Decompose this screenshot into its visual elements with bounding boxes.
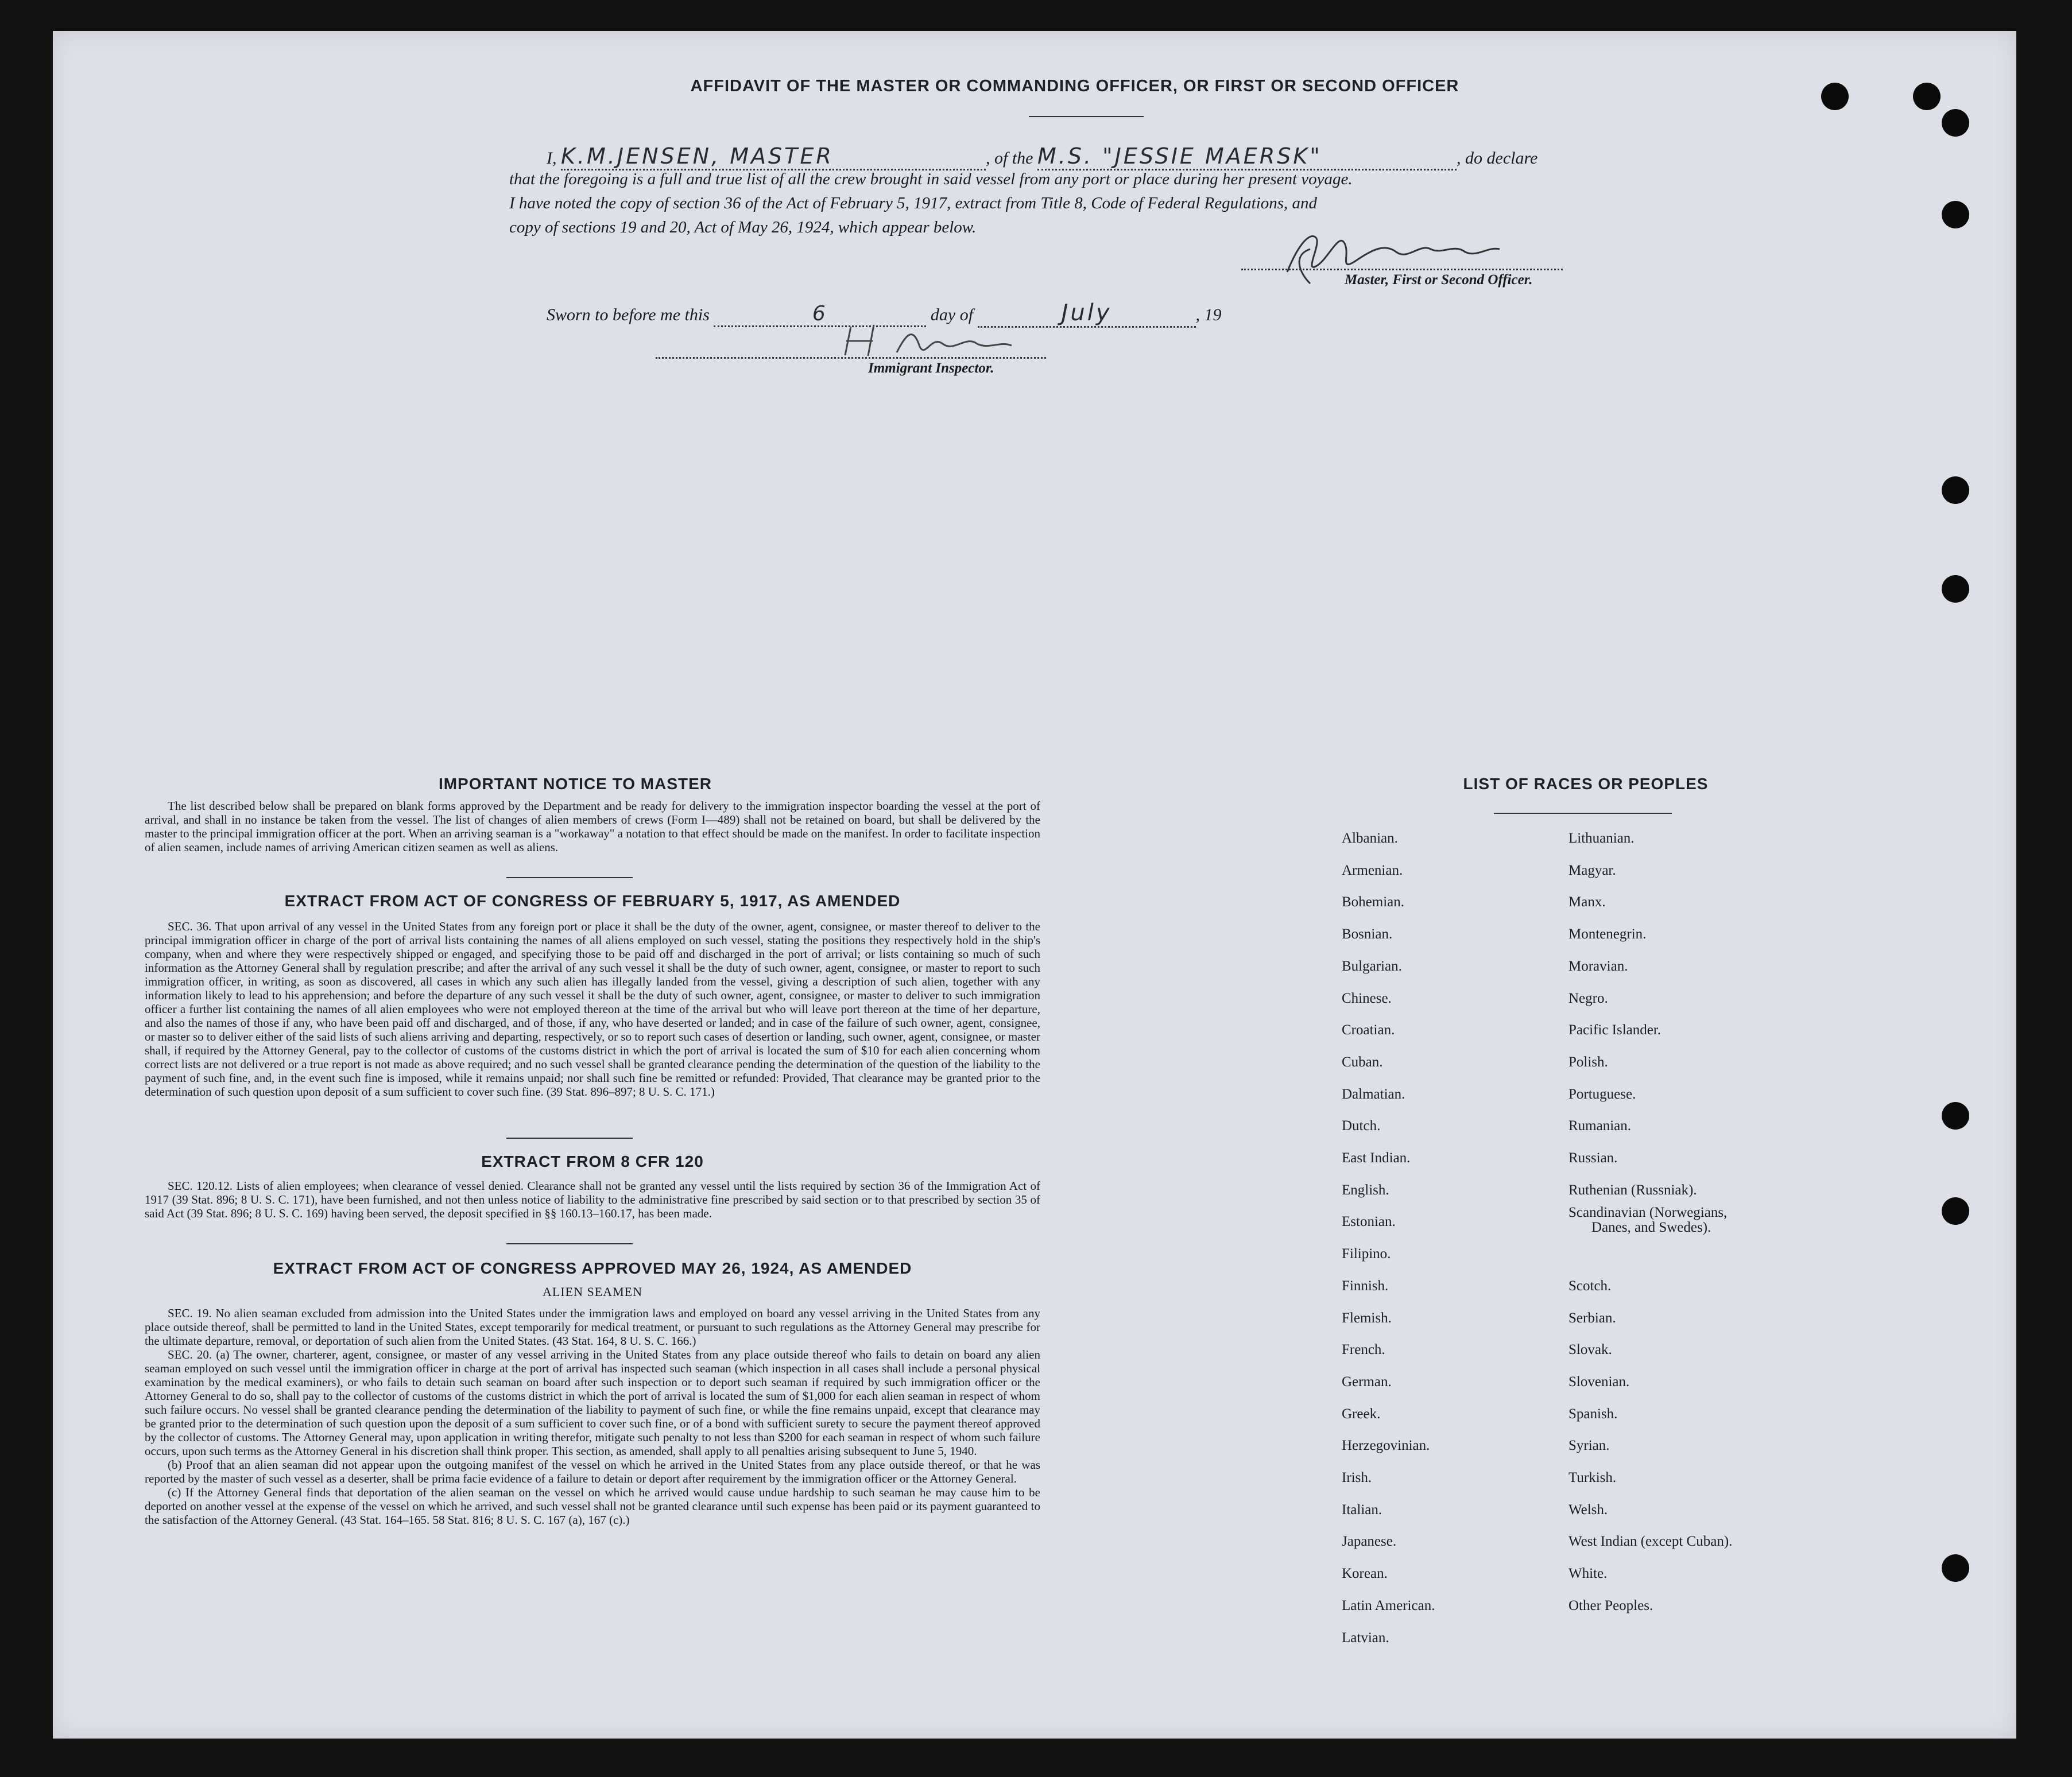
title-rule bbox=[1029, 116, 1144, 117]
sworn-day-handwritten: 6 bbox=[714, 302, 926, 327]
race-item: German. bbox=[1342, 1374, 1392, 1390]
race-item: Korean. bbox=[1342, 1566, 1388, 1582]
year-prefix: , 19 bbox=[1195, 305, 1222, 324]
extract-cfr-body: SEC. 120.12. Lists of alien employees; when clearance of vessel denied. Clearance shall not be granted any vessel until the lists required by section 36 of the Immigration Act of 1917 (39 Stat. 896; 8 U. S. C. 171), have been furnished, and not then unless notice of liability to the administrative fine prescribed by said section or to that prescribed by section 35 of said Act (39 Stat. 896; 8 U. S. C. 169) having been served, the deposit specified in §§ 160.13–160.17, has been made. bbox=[145, 1179, 1040, 1220]
do-declare-label: , do declare bbox=[1457, 149, 1538, 168]
extract-1924-title: EXTRACT FROM ACT OF CONGRESS APPROVED MAY 26, 1924, AS AMENDED bbox=[273, 1259, 912, 1277]
race-item: Chinese. bbox=[1342, 990, 1392, 1006]
punch-hole bbox=[1942, 1197, 1969, 1225]
race-item: East Indian. bbox=[1342, 1150, 1411, 1166]
sworn-month-handwritten: July bbox=[978, 300, 1196, 328]
punch-hole bbox=[1913, 83, 1941, 110]
affidavit-title: AFFIDAVIT OF THE MASTER OR COMMANDING OFFICER, OR FIRST OR SECOND OFFICER bbox=[690, 77, 1459, 95]
race-item: Negro. bbox=[1568, 990, 1608, 1006]
vessel-name-handwritten: M.S. "JESSIE MAERSK" bbox=[1037, 143, 1457, 170]
race-item: Other Peoples. bbox=[1568, 1597, 1653, 1613]
races-title-rule bbox=[1494, 813, 1672, 814]
notice-body: The list described below shall be prepared on blank forms approved by the Department and be ready for delivery to the immigration inspector boarding the vessel at the port of arrival, and shall in no instance be taken from the vessel. The list of changes of alien members of crews (Form I—489) shall not be retained on board, but shall be delivered by the master to the principal immigration officer at the port. When an arriving seaman is a "workaway" a notation to that effect should be made on the manifest. In order to facilitate inspection of alien seamen, include names of arriving American citizen seamen as well as aliens. bbox=[145, 799, 1040, 854]
divider bbox=[506, 1138, 633, 1139]
race-item: Estonian. bbox=[1342, 1214, 1396, 1230]
sec-20-a: SEC. 20. (a) The owner, charterer, agent, consignee, or master of any vessel arriving in the United States from any place outside thereof who fails to detain on board any alien seaman employed on such vessel until the immigration officer in charge at the port of arrival has inspected such seaman (which inspection in all cases shall include a personal physical examination by the medical examiners), or who fails to detain such seaman on board after such inspection or to deport such seaman if required by such immigration officer or the Attorney General to do so, shall pay to the collector of customs of the customs district in which the port of arrival is located the sum of $1,000 for each alien seaman in respect of whom such failure occurs. No vessel shall be granted clearance pending the determination of the liability to payment of such fine, or while the fine remains unpaid, except that clearance may be granted prior to the determination of such question upon the deposit of a sum sufficient to cover such fine, or of a bond with sufficient surety to secure the payment thereof approved by the collector of customs. The Attorney General may, upon application in writing therefor, mitigate such penalty to not less than $200 for each seaman in respect of whom such failure occurs, upon such terms as the Attorney General in his discretion shall think proper. This section, as amended, shall apply to all penalties arising subsequent to June 5, 1940. bbox=[145, 1348, 1040, 1458]
race-item: Spanish. bbox=[1568, 1406, 1618, 1422]
extract-1917-title: EXTRACT FROM ACT OF CONGRESS OF FEBRUARY 5, 1917, AS AMENDED bbox=[284, 892, 901, 910]
race-item: White. bbox=[1568, 1566, 1608, 1582]
race-item: Armenian. bbox=[1342, 862, 1403, 878]
race-item: Latvian. bbox=[1342, 1629, 1389, 1646]
document-sheet bbox=[53, 31, 2016, 1739]
race-item: Flemish. bbox=[1342, 1310, 1392, 1326]
race-item: Filipino. bbox=[1342, 1246, 1391, 1262]
divider bbox=[506, 1243, 633, 1244]
race-item: Herzegovinian. bbox=[1342, 1438, 1430, 1454]
extract-cfr-title: EXTRACT FROM 8 CFR 120 bbox=[481, 1153, 704, 1170]
race-item: Danes, and Swedes). bbox=[1591, 1220, 1711, 1236]
race-item: Russian. bbox=[1568, 1150, 1618, 1166]
race-item: Bohemian. bbox=[1342, 894, 1405, 910]
race-item: Slovenian. bbox=[1568, 1374, 1630, 1390]
sec-20-b: (b) Proof that an alien seaman did not appear upon the outgoing manifest of the vessel on which he arrived in the United States from any place outside thereof, or that he was reported by the master of such vessel as a deserter, shall be prima facie evidence of a failure to detain or deport after requirement by the immigration officer or the Attorney General. bbox=[145, 1458, 1040, 1485]
day-of-label: day of bbox=[930, 305, 974, 324]
race-item: Moravian. bbox=[1568, 958, 1628, 974]
i-label: I, bbox=[547, 149, 557, 168]
race-item: Albanian. bbox=[1342, 831, 1398, 846]
race-item: Croatian. bbox=[1342, 1022, 1395, 1038]
race-item: Cuban. bbox=[1342, 1054, 1383, 1070]
race-item: Turkish. bbox=[1568, 1470, 1617, 1485]
sworn-label: Sworn to before me this bbox=[547, 305, 710, 324]
master-name-handwritten: K.M.JENSEN, MASTER bbox=[561, 143, 986, 170]
race-item: Scotch. bbox=[1568, 1278, 1612, 1294]
of-the-label: , of the bbox=[986, 149, 1033, 168]
inspector-label: Immigrant Inspector. bbox=[868, 360, 994, 376]
race-item: Dutch. bbox=[1342, 1118, 1381, 1134]
race-item: French. bbox=[1342, 1342, 1385, 1358]
race-item: Finnish. bbox=[1342, 1278, 1389, 1294]
extract-1917-body: SEC. 36. That upon arrival of any vessel in the United States from any foreign port or place it shall be the duty of the owner, agent, consignee, or master thereof to deliver to the principal immigration officer in charge of the port of arrival lists containing the names of all aliens employed on such vessel, stating the positions they respectively hold in the ship's company, when and where they were respectively shipped or engaged, and specifying those to be paid off and discharged in the port of arrival; or lists containing so much of such information as the Attorney General shall by regulation prescribe; and after the arrival of any such vessel it shall be the duty of such owner, agent, consignee, or master to report to such immigration officer, in writing, as soon as discovered, all cases in which any such alien has illegally landed from the vessel, giving a description of such alien, together with any information likely to lead to his apprehension; and before the departure of any such vessel it shall be the duty of such owner, agent, consignee, or master to deliver to such immigration officer a further list containing the names of all alien employees who were not employed thereon at the time of the arrival but who will leave port thereon at the time of her departure, and also the names of those if any, who have been paid off and discharged, and of those, if any, who have deserted or landed; and in case of the failure of such owner, agent, consignee, or master so to deliver either of the said lists of such aliens arriving and departing, respectively, or so to report such cases of desertion or landing, such owner, agent, consignee, or master shall, if required by the Attorney General, pay to the collector of customs of the customs district in which the port of arrival is located the sum of $10 for each alien concerning whom correct lists are not delivered or a true report is not made as above required; and no such vessel shall be granted clearance pending the determination of the question of the liability to the payment of such fine, and, in the event such fine is imposed, while it remains unpaid; nor shall such fine be remitted or refunded: Provided, That clearance may be granted prior to the determination of such question upon deposit of a sum sufficient to cover such fine. (39 Stat. 896–897; 8 U. S. C. 171.) bbox=[145, 919, 1040, 1099]
race-item: Lithuanian. bbox=[1568, 831, 1635, 846]
race-item: Syrian. bbox=[1568, 1438, 1610, 1454]
race-item: Serbian. bbox=[1568, 1310, 1616, 1326]
race-item: Manx. bbox=[1568, 894, 1606, 910]
punch-hole bbox=[1942, 575, 1969, 603]
punch-hole bbox=[1942, 109, 1969, 137]
race-item: Bulgarian. bbox=[1342, 958, 1402, 974]
declaration-line-1 bbox=[547, 143, 1649, 170]
punch-hole bbox=[1942, 1554, 1969, 1582]
punch-hole bbox=[1821, 83, 1849, 110]
divider bbox=[506, 877, 633, 878]
declaration-line-4: copy of sections 19 and 20, Act of May 26, 1924, which appear below. bbox=[509, 218, 977, 236]
punch-hole bbox=[1942, 1102, 1969, 1130]
race-item: Ruthenian (Russniak). bbox=[1568, 1182, 1697, 1198]
race-item: Welsh. bbox=[1568, 1501, 1608, 1518]
race-item: Rumanian. bbox=[1568, 1118, 1632, 1134]
declaration-line-3: I have noted the copy of section 36 of the Act of February 5, 1917, extract from Title 8, Code of Federal Regulations, and bbox=[509, 194, 1318, 212]
race-item: Polish. bbox=[1568, 1054, 1608, 1070]
race-item: Portuguese. bbox=[1568, 1086, 1636, 1102]
race-item: Montenegrin. bbox=[1568, 926, 1647, 942]
race-item: Greek. bbox=[1342, 1406, 1381, 1422]
declaration-line-2: that the foregoing is a full and true list of all the crew brought in said vessel from any port or place during her present voyage. bbox=[509, 170, 1353, 188]
race-item: Scandinavian (Norwegians, bbox=[1568, 1205, 1728, 1221]
extract-1924-subtitle: ALIEN SEAMEN bbox=[543, 1285, 642, 1299]
race-item: Latin American. bbox=[1342, 1597, 1435, 1613]
race-item: English. bbox=[1342, 1182, 1389, 1198]
race-item: Slovak. bbox=[1568, 1342, 1612, 1358]
extract-1924-body bbox=[145, 1306, 1040, 1527]
master-signature-label: Master, First or Second Officer. bbox=[1345, 272, 1533, 288]
race-item: West Indian (except Cuban). bbox=[1568, 1534, 1733, 1550]
master-signature-line bbox=[1241, 269, 1563, 270]
sec-19: SEC. 19. No alien seaman excluded from admission into the United States under the immigration laws and employed on board any vessel arriving in the United States from any place outside thereof, shall be permitted to land in the United States, except temporarily for medical treatment, or pursuant to such regulations as the Attorney General may prescribe for the ultimate departure, removal, or deportation of such alien from the United States. (43 Stat. 164, 8 U. S. C. 166.) bbox=[145, 1306, 1040, 1348]
race-item: Dalmatian. bbox=[1342, 1086, 1405, 1102]
inspector-signature-line bbox=[656, 357, 1046, 359]
punch-hole bbox=[1942, 201, 1969, 228]
race-item: Irish. bbox=[1342, 1470, 1372, 1485]
punch-hole bbox=[1942, 476, 1969, 504]
race-item: Japanese. bbox=[1342, 1534, 1397, 1550]
race-item: Magyar. bbox=[1568, 862, 1616, 878]
race-item: Pacific Islander. bbox=[1568, 1022, 1662, 1038]
race-item: Bosnian. bbox=[1342, 926, 1393, 942]
race-item: Italian. bbox=[1342, 1501, 1382, 1518]
races-title: LIST OF RACES OR PEOPLES bbox=[1463, 775, 1709, 793]
notice-title: IMPORTANT NOTICE TO MASTER bbox=[438, 775, 712, 793]
sec-20-c: (c) If the Attorney General finds that deportation of the alien seaman on the vessel on which he arrived would cause undue hardship to such seaman he may cause him to be deported on another vessel at the expense of the vessel on which he arrived, and such vessel shall not be granted clearance until such expense has been paid or its payment guaranteed to the satisfaction of the Attorney General. (43 Stat. 164–165. 58 Stat. 816; 8 U. S. C. 167 (a), 167 (c).) bbox=[145, 1485, 1040, 1527]
